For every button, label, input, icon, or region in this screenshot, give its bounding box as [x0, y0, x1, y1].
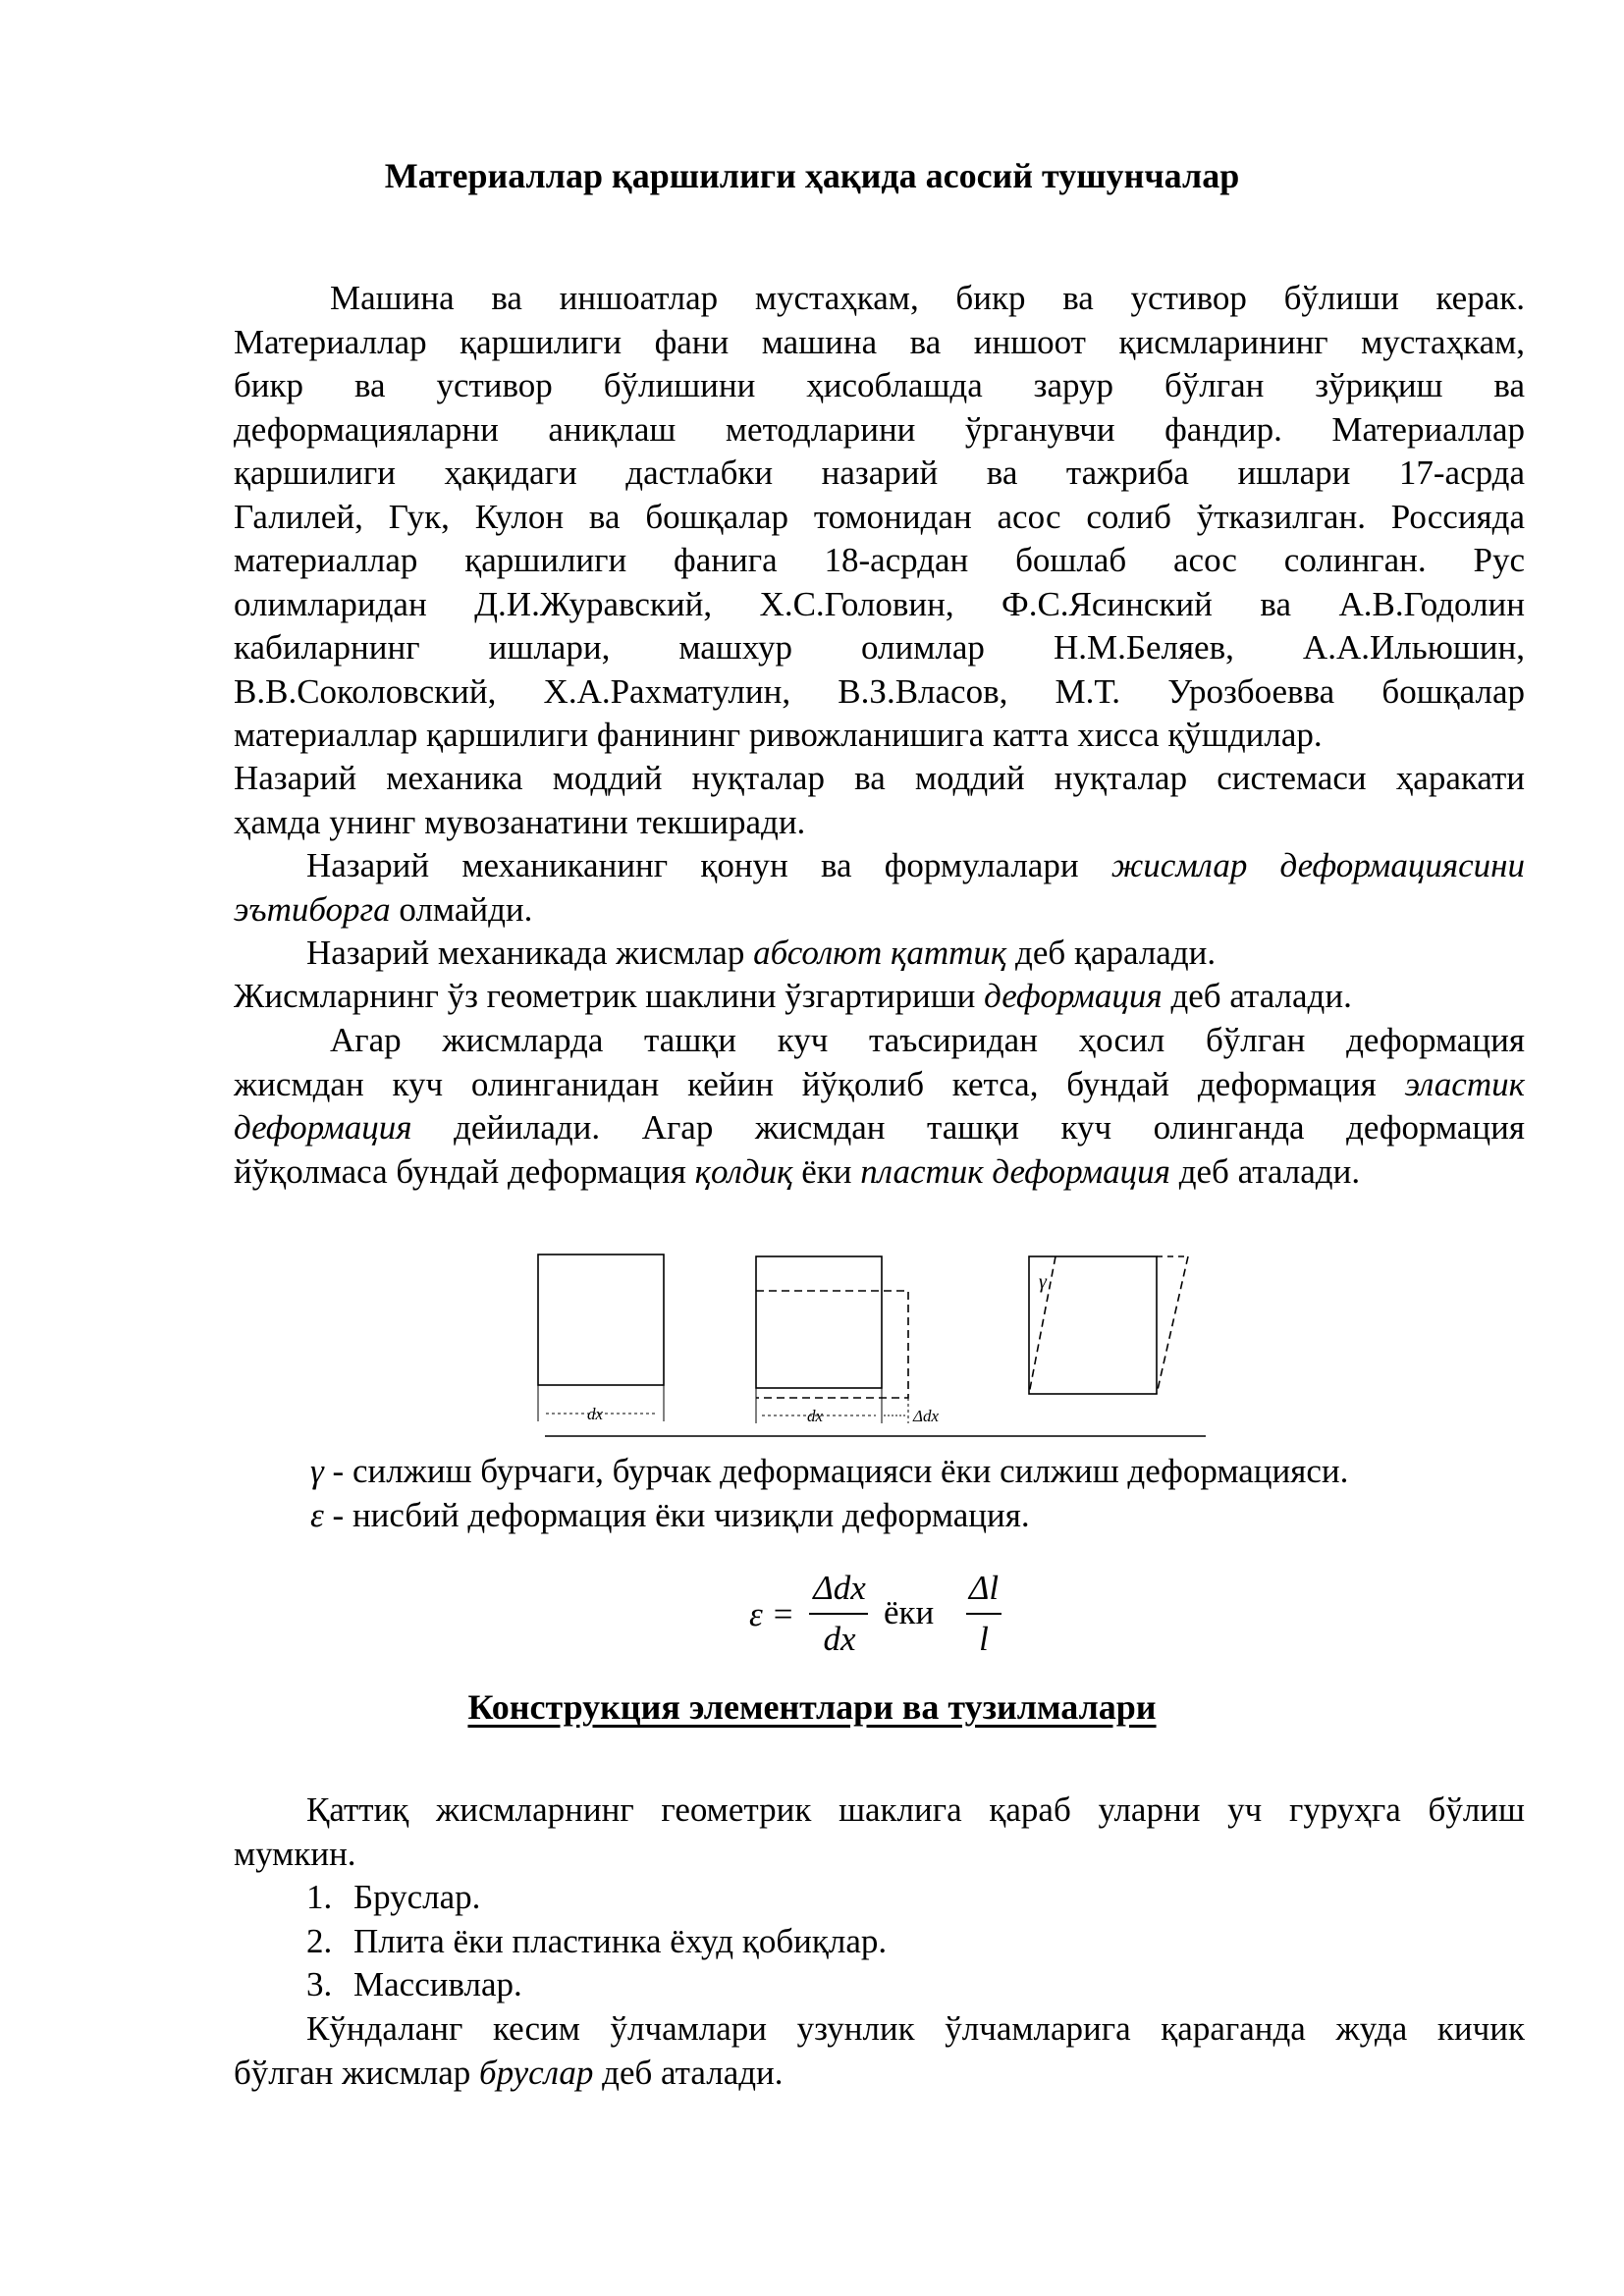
italic-term: эътиборга — [234, 889, 391, 929]
text-line: Машина ва иншоатлар мустаҳкам, бикр ва устивор бўлиши керак. — [330, 279, 1525, 317]
original-square — [756, 1256, 882, 1388]
dx-label: dx — [587, 1405, 604, 1423]
list-number: 1. — [306, 1878, 333, 1916]
gamma-symbol: γ — [310, 1452, 324, 1490]
italic-term: пластик деформация — [860, 1151, 1170, 1191]
formula-or: ёки — [884, 1593, 935, 1631]
text-line: Агар жисмларда ташқи куч таъсиридан ҳосил бўлган деформация — [330, 1021, 1525, 1059]
text-span: деб қаралади. — [1006, 934, 1217, 972]
italic-term: жисмлар деформациясини — [1110, 846, 1525, 884]
list-item — [306, 1876, 887, 1920]
page-title: Материаллар қаршилиги ҳақида асосий тушунчалар — [384, 156, 1240, 195]
text-span: Назарий механиканинг қонун ва формулалари — [306, 846, 1111, 884]
elongated-outline — [756, 1291, 908, 1398]
text-line: В.В.Соколовский, Х.А.Рахматулин, В.З.Власов, М.Т. Урозбоевва бошқалар — [234, 671, 1525, 711]
italic-term: эластик — [1404, 1064, 1525, 1103]
list-text: Массивлар. — [353, 1965, 522, 2003]
sheared-square — [1029, 1256, 1157, 1394]
gamma-label: γ — [1039, 1271, 1047, 1293]
italic-term: деформация — [984, 977, 1163, 1015]
italic-term: деформация — [234, 1108, 412, 1147]
text-line: ҳамда унинг мувозанатини текширади. — [234, 802, 806, 841]
text-line: Қаттиқ жисмларнинг геометрик шаклига қараб уларни уч гуруҳга бўлиш — [306, 1790, 1525, 1829]
text-line: кабиларнинг ишлари, машхур олимлар Н.М.Беляев, А.А.Ильюшин, — [234, 628, 1525, 667]
list-item — [306, 1920, 887, 1964]
list-text: Бруслар. — [353, 1878, 481, 1916]
text-span: - силжиш бурчаги, бурчак деформацияси ёки силжиш деформацияси. — [323, 1452, 1349, 1490]
list-number: 2. — [306, 1921, 333, 1960]
text-span: жисмдан куч олинганидан кейин йўқолиб кетса, бундай деформация — [234, 1064, 1405, 1103]
text-span: бўлган жисмлар — [234, 2053, 479, 2092]
text-line: Кўндаланг кесим ўлчамлари узунлик ўлчамларига қараганда жуда кичик — [306, 2009, 1525, 2048]
list-item — [306, 1963, 887, 2007]
italic-term: абсолют қаттиқ — [753, 934, 1007, 972]
text-span: Жисмларнинг ўз геометрик шаклини ўзгартириши — [234, 977, 985, 1015]
text-span: йўқолмаса бундай деформация — [234, 1151, 695, 1191]
text-span: олмайди. — [390, 889, 533, 929]
text-line: материаллар қаршилиги фанининг ривожланишига катта хисса қўшдилар. — [234, 716, 1323, 754]
section-heading: Конструкция элементлари ва тузилмалари — [467, 1687, 1157, 1727]
fraction-bar — [966, 1613, 1001, 1615]
text-span: деб аталади. — [1162, 977, 1352, 1015]
groups-paragraph — [234, 1789, 1525, 1876]
list-text: Плита ёки пластинка ёхуд қобиқлар. — [353, 1921, 888, 1960]
text-span: - нисбий деформация ёки чизиқли деформация. — [323, 1496, 1030, 1534]
text-line: қаршилиги ҳақидаги дастлабки назарий ва тажриба ишлари 17-асрда — [234, 454, 1525, 492]
body-types-list — [306, 1876, 887, 2007]
formula-denominator: l — [979, 1620, 989, 1658]
text-span: деб аталади. — [593, 2053, 784, 2092]
italic-term: қолдиқ — [694, 1151, 793, 1191]
italic-term: бруслар — [479, 2053, 594, 2092]
text-line: Материаллар қаршилиги фани машина ва иншоот қисмларининг мустаҳкам, — [234, 322, 1525, 361]
text-line: олимларидан Д.И.Журавский, Х.С.Головин, Ф.С.Ясинский ва А.В.Годолин — [234, 584, 1525, 623]
text-span: Назарий механикада жисмлар — [306, 934, 754, 972]
text-line: материаллар қаршилиги фанига 18-асрдан бошлаб асос солинган. Рус — [234, 541, 1525, 579]
formula-denominator: dx — [823, 1620, 856, 1658]
delta-dx-label: Δdx — [913, 1407, 940, 1425]
text-line: бикр ва устивор бўлишини ҳисоблашда зарур бўлган зўриқиш ва — [234, 366, 1525, 404]
epsilon-definition — [310, 1494, 1528, 1538]
formula-lhs: ε = — [749, 1595, 795, 1633]
dx-label: dx — [807, 1407, 824, 1425]
list-number: 3. — [306, 1965, 333, 2003]
shear-line — [1157, 1256, 1188, 1394]
gamma-definition — [310, 1450, 1528, 1494]
text-span: деб аталади. — [1169, 1151, 1361, 1191]
text-span: дейилади. Агар жисмдан ташқи куч олинганда деформация — [411, 1108, 1525, 1147]
text-span: ёки — [792, 1151, 861, 1191]
text-line: Назарий механика моддий нуқталар ва моддий нуқталар системаси ҳаракати — [234, 759, 1525, 797]
text-line: Галилей, Гук, Кулон ва бошқалар томонидан асос солиб ўтказилган. Россияда — [234, 497, 1525, 536]
epsilon-symbol: ε — [310, 1496, 324, 1534]
formula-numerator: Δdx — [813, 1569, 866, 1607]
fraction-bar — [809, 1613, 868, 1615]
beams-paragraph — [234, 2007, 1525, 2095]
formula-numerator: Δl — [968, 1569, 1000, 1607]
text-line — [234, 2052, 1525, 2096]
text-line: мумкин. — [234, 1834, 356, 1873]
text-line: деформацияларни аниқлаш методларини ўрганувчи фандир. Материаллар — [234, 409, 1525, 449]
undeformed-square — [538, 1255, 664, 1385]
